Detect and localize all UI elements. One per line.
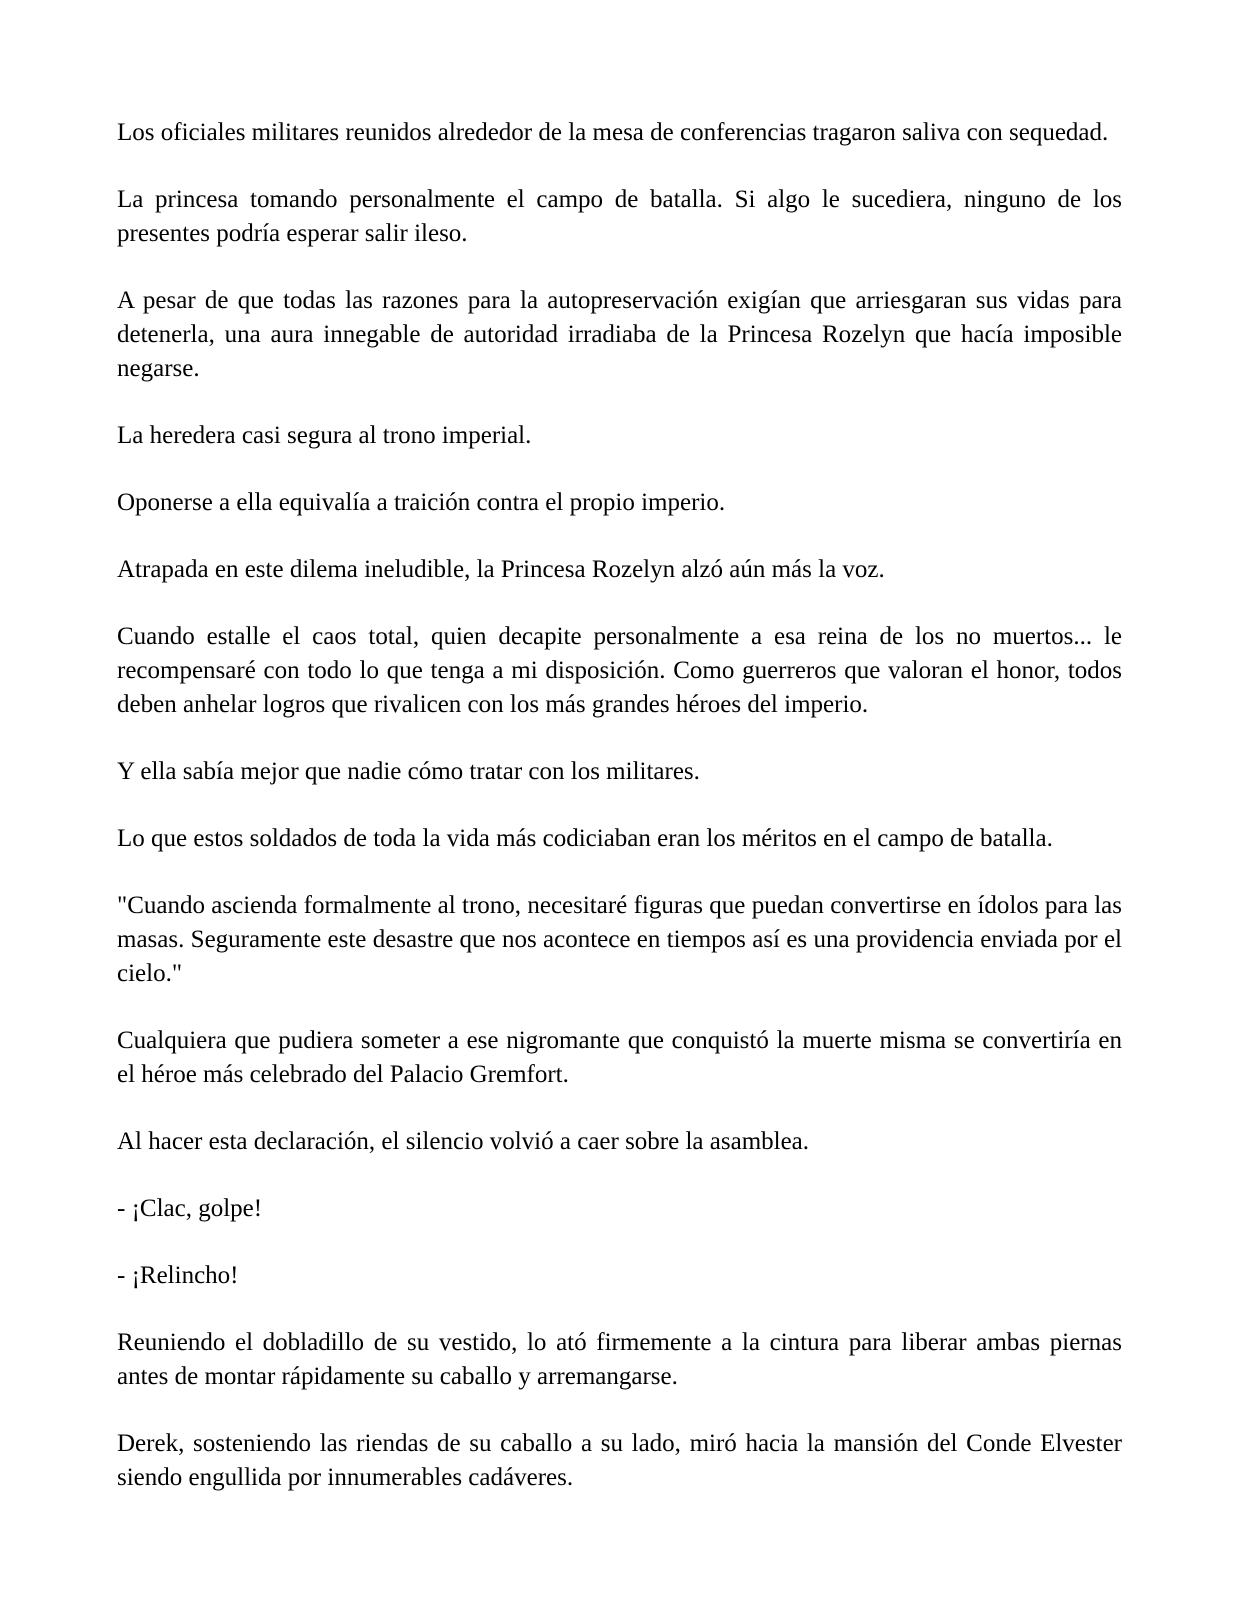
paragraph-6: Atrapada en este dilema ineludible, la Princesa Rozelyn alzó aún más la voz. (117, 556, 885, 583)
paragraph-7: Cuando estalle el caos total, quien decapite personalmente a esa reina de los no muertos... le recompensaré con todo lo que tenga a mi disposición. Como guerreros que valoran el honor, todos deben anhelar logros que rivalicen con los más grandes héroes del imperio. (117, 623, 1122, 718)
paragraph-5: Oponerse a ella equivalía a traición contra el propio imperio. (117, 489, 726, 516)
document-page (117, 116, 1122, 1495)
paragraph-3: A pesar de que todas las razones para la autopreservación exigían que arriesgaran sus vidas para detenerla, una aura innegable de autoridad irradiaba de la Princesa Rozelyn que hacía imposible negarse. (117, 287, 1122, 382)
paragraph-11: Cualquiera que pudiera someter a ese nigromante que conquistó la muerte misma se convertiría en el héroe más celebrado del Palacio Gremfort. (117, 1027, 1122, 1088)
paragraph-8: Y ella sabía mejor que nadie cómo tratar con los militares. (117, 758, 700, 785)
paragraph-14: - ¡Relincho! (117, 1262, 239, 1289)
paragraph-16: Derek, sosteniendo las riendas de su caballo a su lado, miró hacia la mansión del Conde Elvester siendo engullida por innumerables cadáveres. (117, 1430, 1122, 1491)
paragraph-1: Los oficiales militares reunidos alrededor de la mesa de conferencias tragaron saliva con sequedad. (117, 119, 1109, 146)
paragraph-4: La heredera casi segura al trono imperial. (117, 422, 532, 449)
paragraph-10: "Cuando ascienda formalmente al trono, necesitaré figuras que puedan convertirse en ídolos para las masas. Seguramente este desastre que nos acontece en tiempos así es una providencia enviada por el cielo." (117, 892, 1122, 987)
paragraph-2: La princesa tomando personalmente el campo de batalla. Si algo le sucediera, ninguno de los presentes podría esperar salir ileso. (117, 186, 1122, 247)
paragraph-9: Lo que estos soldados de toda la vida más codiciaban eran los méritos en el campo de batalla. (117, 825, 1053, 852)
paragraph-15: Reuniendo el dobladillo de su vestido, lo ató firmemente a la cintura para liberar ambas piernas antes de montar rápidamente su caballo y arremangarse. (117, 1329, 1122, 1390)
paragraph-13: - ¡Clac, golpe! (117, 1195, 263, 1222)
paragraph-12: Al hacer esta declaración, el silencio volvió a caer sobre la asamblea. (117, 1128, 810, 1155)
